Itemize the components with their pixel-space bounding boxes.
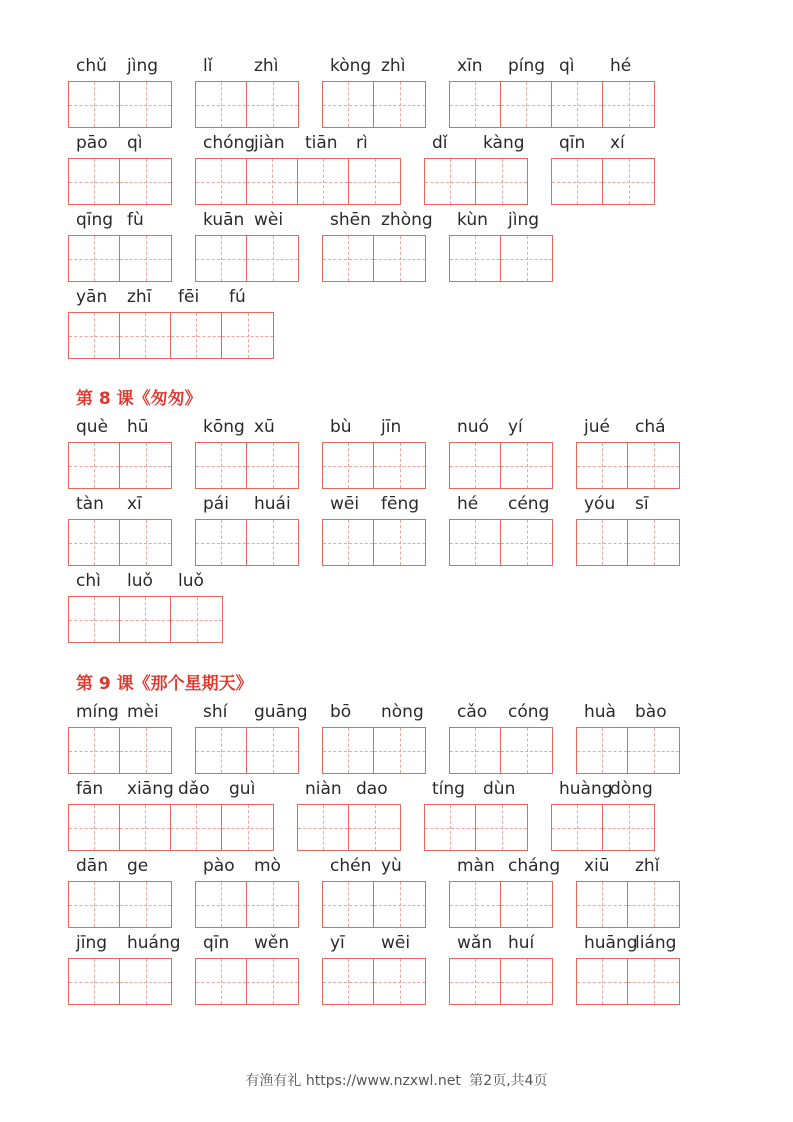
pinyin-line	[449, 54, 653, 78]
tianzige-cell[interactable]	[450, 520, 501, 565]
tianzige-cell[interactable]	[349, 159, 400, 204]
tianzige-cell[interactable]	[323, 520, 374, 565]
tianzige-cell[interactable]	[247, 882, 298, 927]
tianzige-cell[interactable]	[171, 313, 222, 358]
tianzige-cell[interactable]	[196, 520, 247, 565]
writing-grid	[449, 519, 553, 566]
pinyin-syllable: hé	[610, 56, 632, 76]
pinyin-syllable: tàn	[76, 494, 104, 514]
writing-grid	[449, 442, 553, 489]
pinyin-syllable: fú	[229, 287, 246, 307]
tianzige-cell[interactable]	[374, 728, 425, 773]
pinyin-line	[297, 777, 399, 801]
tianzige-cell[interactable]	[374, 882, 425, 927]
pinyin-line	[322, 54, 424, 78]
pinyin-line	[195, 208, 297, 232]
pinyin-syllable: yī	[330, 933, 345, 953]
tianzige-cell[interactable]	[120, 82, 171, 127]
pinyin-syllable: jìng	[508, 210, 540, 230]
tianzige-cell[interactable]	[69, 959, 120, 1004]
tianzige-cell[interactable]	[628, 882, 679, 927]
writing-grid	[68, 727, 172, 774]
pinyin-syllable: dǎo	[178, 779, 210, 799]
pinyin-syllable: yóu	[584, 494, 616, 514]
writing-grid	[297, 804, 401, 851]
pinyin-syllable: huàng	[559, 779, 613, 799]
tianzige-cell[interactable]	[247, 728, 298, 773]
pinyin-syllable: nuó	[457, 417, 489, 437]
writing-grid	[551, 158, 655, 205]
pinyin-syllable: bù	[330, 417, 352, 437]
tianzige-cell[interactable]	[222, 805, 273, 850]
tianzige-cell[interactable]	[374, 82, 425, 127]
writing-grid	[68, 312, 274, 359]
pinyin-syllable: dùn	[483, 779, 516, 799]
pinyin-syllable: kàng	[483, 133, 525, 153]
pinyin-line	[68, 415, 170, 439]
tianzige-cell[interactable]	[323, 82, 374, 127]
pinyin-line	[322, 854, 424, 878]
pinyin-syllable: rì	[356, 133, 368, 153]
writing-grid	[195, 235, 299, 282]
tianzige-cell[interactable]	[425, 805, 476, 850]
pinyin-line	[322, 931, 424, 955]
tianzige-cell[interactable]	[450, 882, 501, 927]
writing-grid	[576, 519, 680, 566]
tianzige-cell[interactable]	[577, 443, 628, 488]
pinyin-syllable: jìng	[127, 56, 159, 76]
tianzige-cell[interactable]	[298, 159, 349, 204]
pinyin-syllable: jīn	[381, 417, 402, 437]
pinyin-syllable: tíng	[432, 779, 465, 799]
pinyin-syllable: wēi	[330, 494, 360, 514]
tianzige-cell[interactable]	[69, 805, 120, 850]
tianzige-cell[interactable]	[577, 959, 628, 1004]
lesson-8-heading: 第 8 课《匆匆》	[76, 389, 202, 409]
tianzige-cell[interactable]	[628, 959, 679, 1004]
pinyin-line	[322, 415, 424, 439]
tianzige-cell[interactable]	[69, 159, 120, 204]
tianzige-cell[interactable]	[323, 882, 374, 927]
pinyin-syllable: fēng	[381, 494, 420, 514]
tianzige-cell[interactable]	[501, 520, 552, 565]
pinyin-syllable: cǎo	[457, 702, 488, 722]
pinyin-syllable: wèi	[254, 210, 284, 230]
tianzige-cell[interactable]	[501, 959, 552, 1004]
pinyin-line	[195, 700, 308, 724]
pinyin-syllable: qīn	[559, 133, 586, 153]
tianzige-cell[interactable]	[501, 728, 552, 773]
pinyin-syllable: kòng	[330, 56, 372, 76]
pinyin-syllable: ge	[127, 856, 149, 876]
pinyin-syllable: pào	[203, 856, 235, 876]
pinyin-syllable: fān	[76, 779, 104, 799]
tianzige-cell[interactable]	[120, 882, 171, 927]
pinyin-line	[322, 208, 433, 232]
tianzige-cell[interactable]	[120, 443, 171, 488]
pinyin-syllable: bào	[635, 702, 667, 722]
pinyin-syllable: mèi	[127, 702, 159, 722]
pinyin-syllable: wěn	[254, 933, 290, 953]
pinyin-syllable: zhòng	[381, 210, 433, 230]
pinyin-syllable: luǒ	[127, 571, 153, 591]
pinyin-syllable: pái	[203, 494, 229, 514]
writing-grid	[576, 442, 680, 489]
writing-grid	[322, 519, 426, 566]
pinyin-syllable: sī	[635, 494, 649, 514]
tianzige-cell[interactable]	[450, 443, 501, 488]
pinyin-line	[68, 700, 170, 724]
pinyin-syllable: kùn	[457, 210, 488, 230]
writing-grid	[195, 727, 299, 774]
pinyin-syllable: cháng	[508, 856, 561, 876]
tianzige-cell[interactable]	[577, 728, 628, 773]
pinyin-syllable: xī	[127, 494, 142, 514]
pinyin-syllable: xīn	[457, 56, 483, 76]
pinyin-syllable: qì	[127, 133, 143, 153]
writing-grid	[68, 958, 172, 1005]
writing-grid	[322, 727, 426, 774]
tianzige-cell[interactable]	[603, 805, 654, 850]
tianzige-cell[interactable]	[603, 82, 654, 127]
tianzige-cell[interactable]	[501, 82, 552, 127]
tianzige-cell[interactable]	[171, 805, 222, 850]
pinyin-line	[322, 700, 424, 724]
pinyin-syllable: lǐ	[203, 56, 213, 76]
pinyin-syllable: kōng	[203, 417, 245, 437]
pinyin-syllable: pāo	[76, 133, 108, 153]
pinyin-syllable: shēn	[330, 210, 371, 230]
pinyin-syllable: dǐ	[432, 133, 448, 153]
writing-grid	[68, 804, 274, 851]
writing-grid	[449, 727, 553, 774]
pinyin-syllable: jué	[584, 417, 610, 437]
writing-grid	[576, 727, 680, 774]
writing-grid	[322, 442, 426, 489]
tianzige-cell[interactable]	[69, 82, 120, 127]
tianzige-cell[interactable]	[120, 597, 171, 642]
writing-grid	[68, 158, 172, 205]
lesson-9-heading: 第 9 课《那个星期天》	[76, 674, 253, 694]
writing-grid	[322, 958, 426, 1005]
pinyin-line	[195, 492, 297, 516]
pinyin-line	[195, 54, 297, 78]
tianzige-cell[interactable]	[120, 520, 171, 565]
pinyin-syllable: yù	[381, 856, 402, 876]
tianzige-cell[interactable]	[196, 236, 247, 281]
tianzige-cell[interactable]	[196, 443, 247, 488]
pinyin-syllable: tiān	[305, 133, 338, 153]
pinyin-line	[449, 415, 551, 439]
pinyin-syllable: xí	[610, 133, 625, 153]
tianzige-cell[interactable]	[628, 728, 679, 773]
tianzige-cell[interactable]	[374, 443, 425, 488]
pinyin-line	[68, 931, 181, 955]
pinyin-syllable: chì	[76, 571, 101, 591]
tianzige-cell[interactable]	[450, 82, 501, 127]
tianzige-cell[interactable]	[349, 805, 400, 850]
tianzige-cell[interactable]	[552, 159, 603, 204]
tianzige-cell[interactable]	[577, 882, 628, 927]
tianzige-cell[interactable]	[196, 159, 247, 204]
writing-grid	[576, 958, 680, 1005]
tianzige-cell[interactable]	[501, 443, 552, 488]
pinyin-line	[576, 492, 678, 516]
pinyin-syllable: míng	[76, 702, 119, 722]
writing-grid	[195, 158, 401, 205]
pinyin-syllable: chǔ	[76, 56, 107, 76]
writing-grid	[68, 81, 172, 128]
pinyin-line	[195, 415, 297, 439]
pinyin-syllable: dān	[76, 856, 108, 876]
writing-grid	[424, 804, 528, 851]
tianzige-cell[interactable]	[69, 520, 120, 565]
tianzige-cell[interactable]	[501, 882, 552, 927]
tianzige-cell[interactable]	[501, 236, 552, 281]
pinyin-syllable: yí	[508, 417, 523, 437]
pinyin-line	[576, 931, 678, 955]
tianzige-cell[interactable]	[120, 313, 171, 358]
tianzige-cell[interactable]	[323, 728, 374, 773]
pinyin-syllable: kuān	[203, 210, 245, 230]
watermark-text: 有渔有礼 https://www.nzxwl.net	[245, 1073, 461, 1089]
tianzige-cell[interactable]	[222, 313, 273, 358]
pinyin-syllable: xiū	[584, 856, 610, 876]
pinyin-line	[322, 492, 424, 516]
pinyin-line	[424, 777, 526, 801]
pinyin-syllable: guāng	[254, 702, 308, 722]
pinyin-syllable: huái	[254, 494, 291, 514]
tianzige-cell[interactable]	[374, 959, 425, 1004]
pinyin-line	[576, 415, 678, 439]
tianzige-cell[interactable]	[120, 159, 171, 204]
pinyin-syllable: qīn	[203, 933, 230, 953]
tianzige-cell[interactable]	[374, 520, 425, 565]
page-footer	[0, 1070, 793, 1090]
tianzige-cell[interactable]	[247, 520, 298, 565]
tianzige-cell[interactable]	[577, 520, 628, 565]
pinyin-line	[449, 492, 551, 516]
tianzige-cell[interactable]	[552, 805, 603, 850]
tianzige-cell[interactable]	[603, 159, 654, 204]
pinyin-line	[551, 131, 653, 155]
pinyin-syllable: chóng	[203, 133, 256, 153]
writing-grid	[195, 958, 299, 1005]
tianzige-cell[interactable]	[323, 443, 374, 488]
tianzige-cell[interactable]	[628, 520, 679, 565]
page-number: 第2页,共4页	[469, 1073, 548, 1089]
pinyin-line	[68, 492, 170, 516]
writing-grid	[195, 881, 299, 928]
pinyin-syllable: zhī	[127, 287, 152, 307]
pinyin-syllable: cóng	[508, 702, 550, 722]
tianzige-cell[interactable]	[476, 159, 527, 204]
writing-grid	[322, 881, 426, 928]
pinyin-line	[551, 777, 653, 801]
tianzige-cell[interactable]	[298, 805, 349, 850]
pinyin-syllable: huí	[508, 933, 535, 953]
tianzige-cell[interactable]	[171, 597, 222, 642]
pinyin-syllable: hū	[127, 417, 149, 437]
pinyin-syllable: huáng	[127, 933, 181, 953]
tianzige-cell[interactable]	[628, 443, 679, 488]
tianzige-cell[interactable]	[120, 236, 171, 281]
pinyin-line	[68, 285, 272, 309]
pinyin-line	[68, 54, 170, 78]
tianzige-cell[interactable]	[120, 959, 171, 1004]
tianzige-cell[interactable]	[120, 805, 171, 850]
writing-grid	[449, 235, 553, 282]
writing-grid	[449, 81, 655, 128]
writing-grid	[68, 881, 172, 928]
writing-grid	[449, 958, 553, 1005]
tianzige-cell[interactable]	[374, 236, 425, 281]
pinyin-syllable: què	[76, 417, 109, 437]
pinyin-syllable: mò	[254, 856, 281, 876]
tianzige-cell[interactable]	[450, 236, 501, 281]
pinyin-syllable: dòng	[610, 779, 653, 799]
tianzige-cell[interactable]	[247, 159, 298, 204]
tianzige-cell[interactable]	[476, 805, 527, 850]
writing-grid	[68, 442, 172, 489]
pinyin-syllable: huà	[584, 702, 616, 722]
pinyin-syllable: jiàn	[254, 133, 285, 153]
pinyin-syllable: luǒ	[178, 571, 204, 591]
tianzige-cell[interactable]	[69, 882, 120, 927]
writing-grid	[195, 81, 299, 128]
pinyin-syllable: hé	[457, 494, 479, 514]
writing-grid	[68, 235, 172, 282]
pinyin-syllable: jīng	[76, 933, 108, 953]
pinyin-syllable: liáng	[635, 933, 677, 953]
tianzige-cell[interactable]	[196, 959, 247, 1004]
tianzige-cell[interactable]	[247, 443, 298, 488]
pinyin-syllable: céng	[508, 494, 550, 514]
pinyin-line	[576, 854, 678, 878]
pinyin-syllable: shí	[203, 702, 228, 722]
pinyin-line	[68, 854, 170, 878]
pinyin-line	[195, 931, 297, 955]
pinyin-syllable: huāng	[584, 933, 638, 953]
tianzige-cell[interactable]	[552, 82, 603, 127]
pinyin-syllable: píng	[508, 56, 546, 76]
tianzige-cell[interactable]	[323, 236, 374, 281]
pinyin-line	[68, 208, 170, 232]
pinyin-syllable: yān	[76, 287, 108, 307]
tianzige-cell[interactable]	[69, 313, 120, 358]
pinyin-syllable: xiāng	[127, 779, 174, 799]
writing-grid	[551, 804, 655, 851]
writing-grid	[68, 519, 172, 566]
pinyin-syllable: fēi	[178, 287, 200, 307]
pinyin-syllable: nòng	[381, 702, 424, 722]
writing-grid	[576, 881, 680, 928]
tianzige-cell[interactable]	[450, 728, 501, 773]
pinyin-syllable: màn	[457, 856, 495, 876]
writing-grid	[195, 519, 299, 566]
writing-grid	[322, 235, 426, 282]
writing-grid	[68, 596, 223, 643]
pinyin-line	[195, 131, 399, 155]
tianzige-cell[interactable]	[196, 882, 247, 927]
tianzige-cell[interactable]	[69, 443, 120, 488]
tianzige-cell[interactable]	[323, 959, 374, 1004]
pinyin-line	[449, 700, 551, 724]
pinyin-line	[195, 854, 297, 878]
pinyin-syllable: xū	[254, 417, 275, 437]
pinyin-syllable: qīng	[76, 210, 114, 230]
tianzige-cell[interactable]	[69, 728, 120, 773]
pinyin-syllable: niàn	[305, 779, 342, 799]
pinyin-line	[449, 854, 561, 878]
pinyin-syllable: wēi	[381, 933, 411, 953]
pinyin-syllable: dao	[356, 779, 388, 799]
writing-grid	[424, 158, 528, 205]
pinyin-syllable: zhì	[381, 56, 406, 76]
pinyin-syllable: guì	[229, 779, 256, 799]
writing-grid	[449, 881, 553, 928]
tianzige-cell[interactable]	[425, 159, 476, 204]
pinyin-line	[68, 131, 170, 155]
tianzige-cell[interactable]	[450, 959, 501, 1004]
writing-grid	[322, 81, 426, 128]
tianzige-cell[interactable]	[120, 728, 171, 773]
pinyin-syllable: qì	[559, 56, 575, 76]
pinyin-line	[68, 569, 221, 593]
pinyin-line	[576, 700, 678, 724]
tianzige-cell[interactable]	[69, 236, 120, 281]
tianzige-cell[interactable]	[196, 82, 247, 127]
pinyin-syllable: chá	[635, 417, 666, 437]
pinyin-syllable: chén	[330, 856, 372, 876]
pinyin-syllable: zhǐ	[635, 856, 660, 876]
tianzige-cell[interactable]	[247, 82, 298, 127]
pinyin-syllable: bō	[330, 702, 352, 722]
pinyin-syllable: fù	[127, 210, 144, 230]
pinyin-line	[424, 131, 526, 155]
tianzige-cell[interactable]	[247, 959, 298, 1004]
pinyin-line	[68, 777, 272, 801]
tianzige-cell[interactable]	[196, 728, 247, 773]
pinyin-line	[449, 208, 551, 232]
tianzige-cell[interactable]	[69, 597, 120, 642]
pinyin-syllable: wǎn	[457, 933, 493, 953]
writing-grid	[195, 442, 299, 489]
pinyin-syllable: zhì	[254, 56, 279, 76]
tianzige-cell[interactable]	[247, 236, 298, 281]
pinyin-line	[449, 931, 551, 955]
